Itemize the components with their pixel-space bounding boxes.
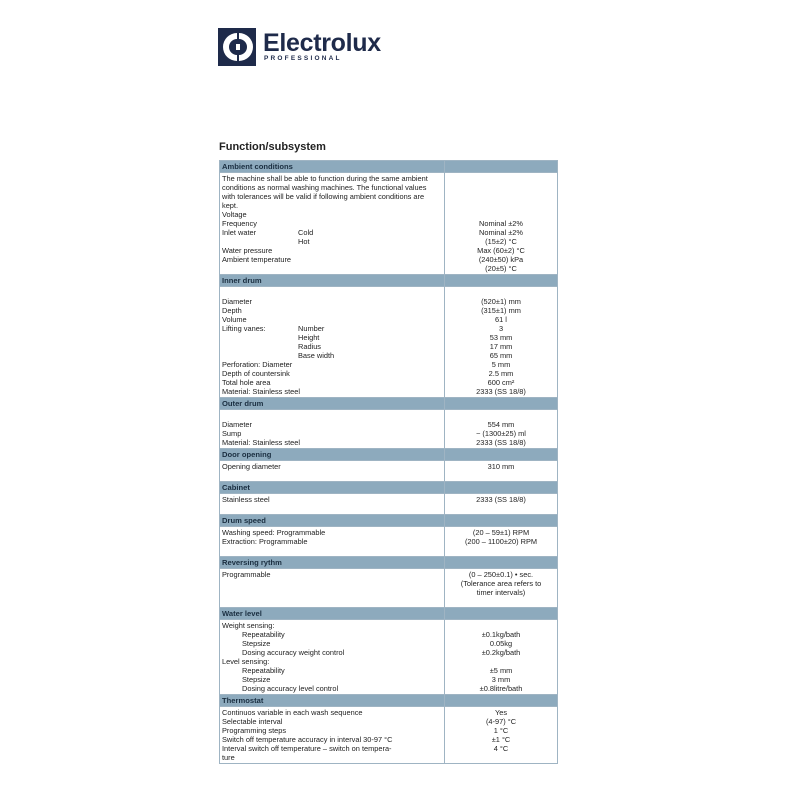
weight-step-value: 0.05kg (489, 639, 513, 648)
thermo-hysteresis-label: Interval switch off temperature – switch on tempera- (222, 744, 392, 753)
table-row (220, 494, 558, 515)
hot-label: Hot (298, 237, 310, 246)
table-row (220, 410, 558, 449)
inner-depth-label: Depth (222, 306, 242, 315)
radius-label: Radius (298, 342, 322, 351)
frequency-value: Nominal ±2% (479, 228, 523, 237)
reversing-note-1: (Tolerance area refers to (460, 579, 542, 588)
inner-material-value: 2333 (SS 18/8) (476, 387, 526, 396)
inner-depth-value: (315±1) mm (481, 306, 521, 315)
table-row (220, 569, 558, 608)
weight-repeat-value: ±0.1kg/bath (481, 630, 521, 639)
table-row (220, 461, 558, 482)
reversing-label: Programmable (222, 570, 271, 579)
temp-value: (20±5) °C (485, 264, 517, 273)
page-title: Function/subsystem (219, 141, 326, 153)
electrolux-logo-mark-icon (218, 28, 256, 66)
inner-diameter-label: Diameter (222, 297, 252, 306)
thermo-switch-label: Switch off temperature accuracy in interval 30-97 °C (222, 735, 393, 744)
hole-value: 600 cm² (487, 378, 515, 387)
inner-volume-value: 61 l (495, 315, 507, 324)
reversing-note-2: timer intervals) (476, 588, 526, 597)
section-header-water-level: Water level (220, 608, 558, 620)
reversing-value: (0 – 250±0.1) • sec. (468, 570, 534, 579)
table-row (220, 527, 558, 557)
cabinet-steel-label: Stainless steel (222, 495, 270, 504)
extract-speed-value: (200 – 1100±20) RPM (464, 537, 538, 546)
hole-label: Total hole area (222, 378, 271, 387)
thermo-continuous-label: Continuos variable in each wash sequence (222, 708, 363, 717)
section-header-drum-speed: Drum speed (220, 515, 558, 527)
level-repeat-label: Repeatability (242, 666, 285, 675)
weight-step-label: Stepsize (242, 639, 271, 648)
table-row (220, 707, 558, 764)
radius-value: 17 mm (489, 342, 513, 351)
level-repeat-value: ±5 mm (489, 666, 513, 675)
weight-dosing-value: ±0.2kg/bath (481, 648, 521, 657)
cold-label: Cold (298, 228, 314, 237)
section-header-reversing: Reversing rythm (220, 557, 558, 569)
counter-label: Depth of countersink (222, 369, 290, 378)
wash-speed-label: Washing speed: Programmable (222, 528, 326, 537)
thermo-steps-value: 1 °C (493, 726, 509, 735)
vanes-label: Lifting vanes: (222, 324, 266, 333)
thermo-interval-label: Selectable interval (222, 717, 283, 726)
number-label: Number (298, 324, 325, 333)
inner-volume-label: Volume (222, 315, 247, 324)
weight-dosing-label: Dosing accuracy weight control (242, 648, 345, 657)
height-label: Height (298, 333, 320, 342)
spec-table (219, 160, 558, 764)
thermo-continuous-value: Yes (494, 708, 508, 717)
table-row (220, 173, 558, 275)
door-diameter-value: 310 mm (487, 462, 515, 471)
base-label: Base width (298, 351, 335, 360)
inlet-label: Inlet water (222, 228, 257, 237)
section-header-thermostat: Thermostat (220, 695, 558, 707)
hot-value: Max (60±2) °C (477, 246, 525, 255)
sump-label: Sump (222, 429, 242, 438)
electrolux-logo (218, 28, 381, 66)
base-value: 65 mm (489, 351, 513, 360)
section-header-door-opening: Door opening (220, 449, 558, 461)
frequency-label: Frequency (222, 219, 257, 228)
brand-sub: PROFESSIONAL (264, 55, 342, 62)
table-row (220, 287, 558, 398)
section-header-ambient: Ambient conditions (220, 161, 558, 173)
outer-material-label: Material: Stainless steel (222, 438, 301, 447)
weight-sensing-label: Weight sensing: (222, 621, 275, 630)
cold-value: (15±2) °C (485, 237, 517, 246)
door-diameter-label: Opening diameter (222, 462, 281, 471)
voltage-label: Voltage (222, 210, 247, 219)
table-row (220, 620, 558, 695)
section-header-cabinet: Cabinet (220, 482, 558, 494)
thermo-hysteresis-label-cont: ture (222, 753, 235, 762)
section-header-inner-drum: Inner drum (220, 275, 558, 287)
pressure-label: Water pressure (222, 246, 273, 255)
level-dosing-value: ±0.8litre/bath (479, 684, 523, 693)
sump-value: ~ (1300±25) ml (476, 429, 526, 438)
inner-material-label: Material: Stainless steel (222, 387, 301, 396)
counter-value: 2.5 mm (488, 369, 514, 378)
temp-label: Ambient temperature (222, 255, 292, 264)
cabinet-steel-value: 2333 (SS 18/8) (476, 495, 526, 504)
thermo-switch-value: ±1 °C (491, 735, 511, 744)
perf-value: 5 mm (491, 360, 511, 369)
level-dosing-label: Dosing accuracy level control (242, 684, 339, 693)
perf-label: Perforation: Diameter (222, 360, 293, 369)
outer-diameter-value: 554 mm (487, 420, 515, 429)
extract-speed-label: Extraction: Programmable (222, 537, 308, 546)
level-sensing-label: Level sensing: (222, 657, 270, 666)
voltage-value: Nominal ±2% (479, 219, 523, 228)
ambient-intro: The machine shall be able to function during the same ambient conditions as normal washing machines. The functional values with tolerances will be valid if following ambient conditions are kept. (222, 174, 428, 210)
level-step-label: Stepsize (242, 675, 271, 684)
wash-speed-value: (20 – 59±1) RPM (472, 528, 530, 537)
height-value: 53 mm (489, 333, 513, 342)
outer-material-value: 2333 (SS 18/8) (476, 438, 526, 447)
brand-name: Electrolux (263, 29, 381, 57)
inner-diameter-value: (520±1) mm (481, 297, 521, 306)
pressure-value: (240±50) kPa (478, 255, 524, 264)
number-value: 3 (498, 324, 504, 333)
thermo-interval-value: (4-97) °C (485, 717, 517, 726)
thermo-hysteresis-value: 4 °C (493, 744, 509, 753)
weight-repeat-label: Repeatability (242, 630, 285, 639)
section-header-outer-drum: Outer drum (220, 398, 558, 410)
outer-diameter-label: Diameter (222, 420, 252, 429)
level-step-value: 3 mm (491, 675, 511, 684)
thermo-steps-label: Programming steps (222, 726, 287, 735)
